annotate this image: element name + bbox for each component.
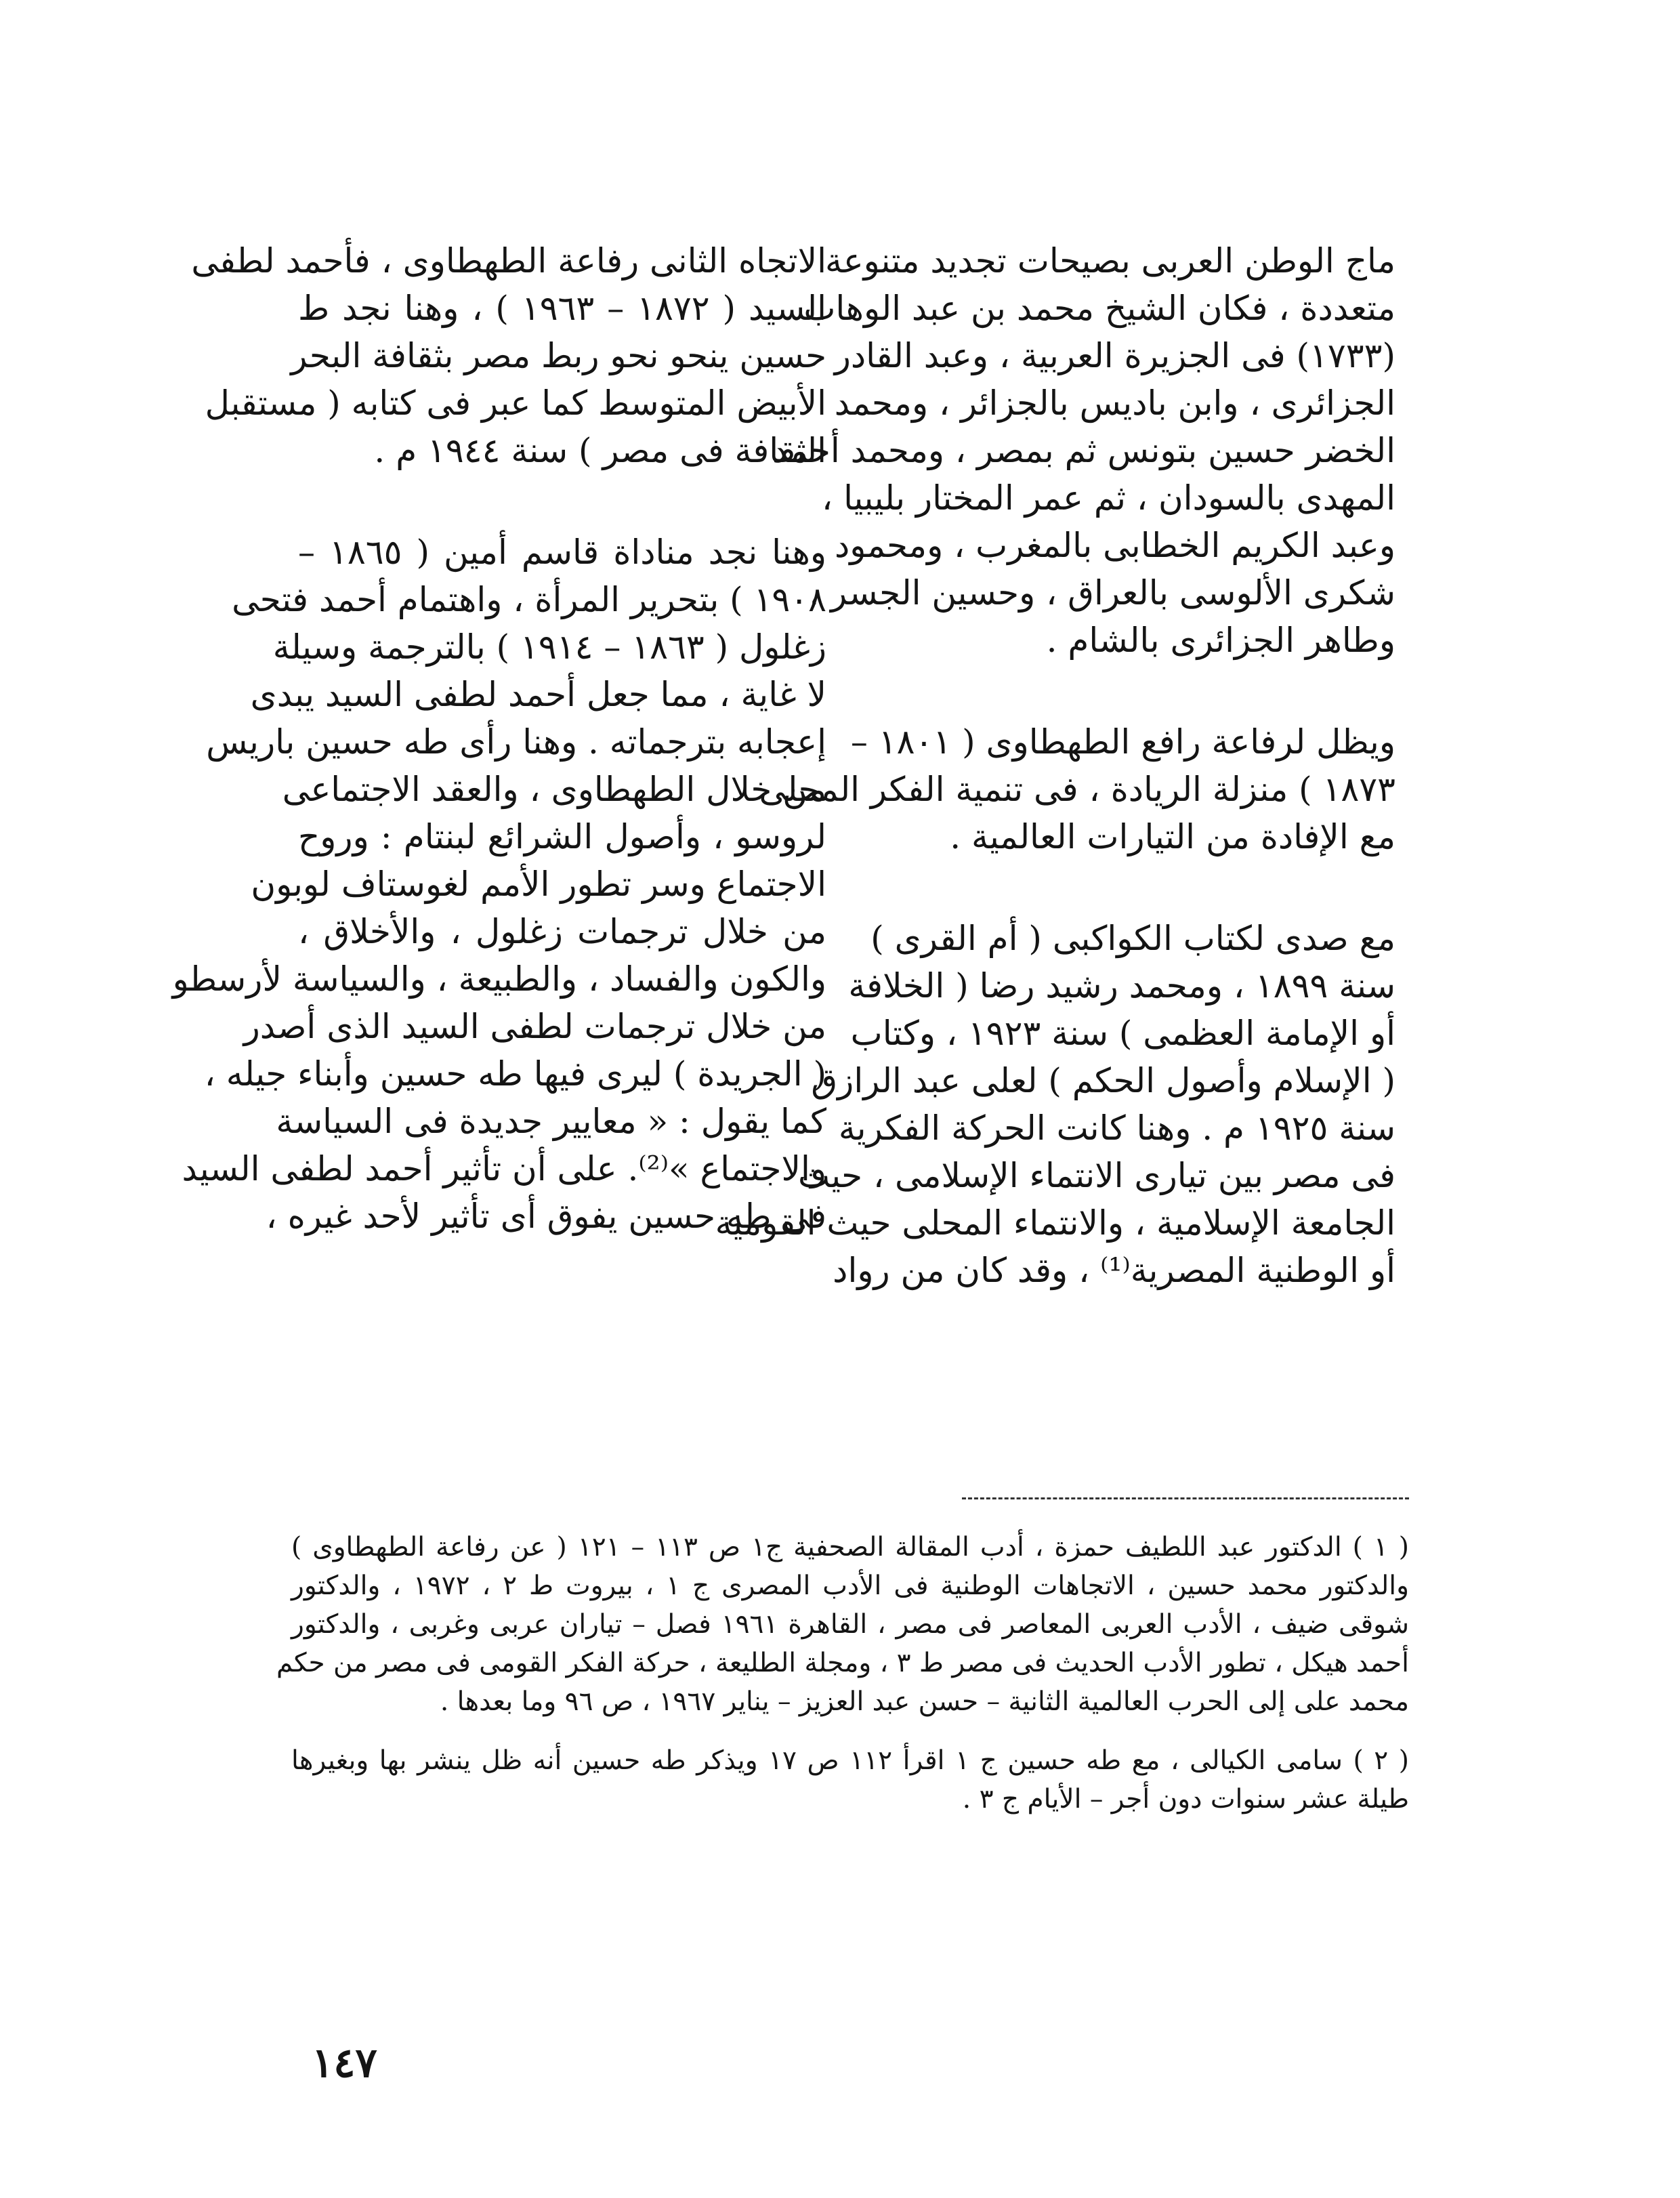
text-line: أو الوطنية المصرية⁽¹⁾ ، وقد كان من رواد — [833, 1251, 1395, 1290]
text-line: المهدى بالسودان ، ثم عمر المختار بليبيا ، — [822, 478, 1395, 518]
text-line: ١٩٠٨ ) بتحرير المرأة ، واهتمام أحمد فتحى — [232, 580, 826, 619]
paragraph — [715, 915, 1395, 1294]
text-line: ١٨٧٣ ) منزلة الريادة ، فى تنمية الفكر المحلى — [759, 770, 1395, 809]
left-column — [172, 237, 827, 1240]
text-line: فى مصر بين تيارى الانتماء الإسلامى ، حيث — [797, 1156, 1395, 1195]
paragraph — [772, 237, 1395, 664]
text-line: لروسو ، وأصول الشرائع لبنتام : وروح — [298, 817, 826, 856]
paragraph — [759, 718, 1395, 860]
text-line: شكرى الألوسى بالعراق ، وحسين الجسر ، — [808, 573, 1395, 613]
text-line: السيد ( ١٨٧٢ – ١٩٦٣ ) ، وهنا نجد ط — [298, 289, 827, 328]
footnote-line: شوقى ضيف ، الأدب العربى المعاصر فى مصر ، القاهرة ١٩٦١ فصل – تياران عربى وغربى ، والدكتور — [291, 1609, 1409, 1640]
text-line: مع صدى لكتاب الكواكبى ( أم القرى ) — [870, 919, 1395, 958]
text-line: من خلال ترجمات لطفى السيد الذى أصدر — [243, 1007, 826, 1046]
paragraph — [172, 528, 826, 1240]
footnote-2 — [291, 1741, 1409, 1819]
text-line: إعجابه بترجماته . وهنا رأى طه حسين باريس — [206, 722, 826, 762]
text-line: الجامعة الإسلامية ، والانتماء المحلى حيث القومية — [715, 1203, 1395, 1243]
text-line: لا غاية ، مما جعل أحمد لطفى السيد يبدى — [250, 675, 826, 714]
text-line: الثقافة فى مصر ) سنة ١٩٤٤ م . — [374, 431, 826, 470]
text-line: وطاهر الجزائرى بالشام . — [1046, 621, 1395, 660]
footnote-1 — [276, 1528, 1409, 1721]
footnote-line: والدكتور محمد حسين ، الاتجاهات الوطنية فى الأدب المصرى ج ١ ، بيروت ط ٢ ، ١٩٧٢ ، والدكتور — [291, 1571, 1409, 1601]
text-line: (١٧٣٣) فى الجزيرة العربية ، وعبد القادر — [834, 336, 1395, 375]
text-line: ويظل لرفاعة رافع الطهطاوى ( ١٨٠١ – — [850, 722, 1395, 762]
right-column — [715, 237, 1395, 1294]
text-line: ( الجريدة ) ليرى فيها طه حسين وأبناء جيله ، — [204, 1054, 826, 1094]
footnote-line: أحمد هيكل ، تطور الأدب الحديث فى مصر ط ٣ ، ومجلة الطليعة ، حركة الفكر القومى فى مصر من حكم — [276, 1648, 1409, 1678]
text-line: وهنا نجد مناداة قاسم أمين ( ١٨٦٥ – — [298, 533, 826, 572]
text-line: سنة ١٩٢٥ م . وهنا كانت الحركة الفكرية — [838, 1108, 1395, 1148]
text-line: والكون والفساد ، والطبيعة ، والسياسة لأرسطو — [172, 959, 826, 999]
page-number: ١٤٧ — [312, 2039, 377, 2087]
footnote-line: ( ١ ) الدكتور عبد اللطيف حمزة ، أدب المقالة الصحفية ج١ ص ١١٣ – ١٢١ ( عن رفاعة الطهطاوى ) — [291, 1532, 1409, 1562]
text-line: ماج الوطن العربى بصيحات تجديد متنوعة — [825, 241, 1395, 281]
text-line: الجزائرى ، وابن باديس بالجزائر ، ومحمد — [834, 383, 1395, 423]
text-line: الاجتماع وسر تطور الأمم لغوستاف لوبون — [251, 865, 826, 904]
text-line: الاتجاه الثانى رفاعة الطهطاوى ، فأحمد لطفى — [191, 241, 826, 281]
footnote-line: طيلة عشر سنوات دون أجر – الأيام ج ٣ . — [962, 1784, 1409, 1815]
text-line: الأبيض المتوسط كما عبر فى كتابه ( مستقبل — [205, 383, 826, 423]
text-line: فى طه حسين يفوق أى تأثير لأحد غيره ، — [266, 1197, 826, 1236]
text-line: والاجتماع »⁽²⁾. على أن تأثير أحمد لطفى السيد — [182, 1149, 826, 1188]
text-line: أو الإمامة العظمى ) سنة ١٩٢٣ ، وكتاب — [850, 1014, 1395, 1053]
footnote-line: محمد على إلى الحرب العالمية الثانية – حسن عبد العزيز – يناير ١٩٦٧ ، ص ٩٦ وما بعدها . — [440, 1686, 1409, 1717]
text-line: الخضر حسين بتونس ثم بمصر ، ومحمد أحمد — [772, 431, 1395, 470]
footnote-line: ( ٢ ) سامى الكيالى ، مع طه حسين ج ١ اقرأ ١١٢ ص ١٧ ويذكر طه حسين أنه ظل ينشر بها وبغيرها — [291, 1745, 1409, 1776]
text-line: من خلال ترجمات زغلول ، والأخلاق ، — [298, 912, 826, 951]
text-line: متعددة ، فكان الشيخ محمد بن عبد الوهاب — [803, 289, 1395, 328]
text-line: مع الإفادة من التيارات العالمية . — [950, 817, 1395, 856]
footnotes — [276, 1528, 1409, 1819]
paragraph — [191, 237, 827, 474]
text-line: كما يقول : « معايير جديدة فى السياسة — [276, 1102, 826, 1141]
text-line: ( الإسلام وأصول الحكم ) لعلى عبد الرازق — [811, 1061, 1395, 1100]
text-line: من خلال الطهطاوى ، والعقد الاجتماعى — [282, 770, 826, 809]
text-line: وعبد الكريم الخطابى بالمغرب ، ومحمود — [835, 526, 1395, 565]
text-line: حسين ينحو نحو ربط مصر بثقافة البحر — [291, 336, 826, 375]
text-line: سنة ١٨٩٩ ، ومحمد رشيد رضا ( الخلافة — [848, 966, 1395, 1005]
text-line: زغلول ( ١٨٦٣ – ١٩١٤ ) بالترجمة وسيلة — [272, 627, 826, 667]
footnote-separator — [962, 1497, 1409, 1499]
